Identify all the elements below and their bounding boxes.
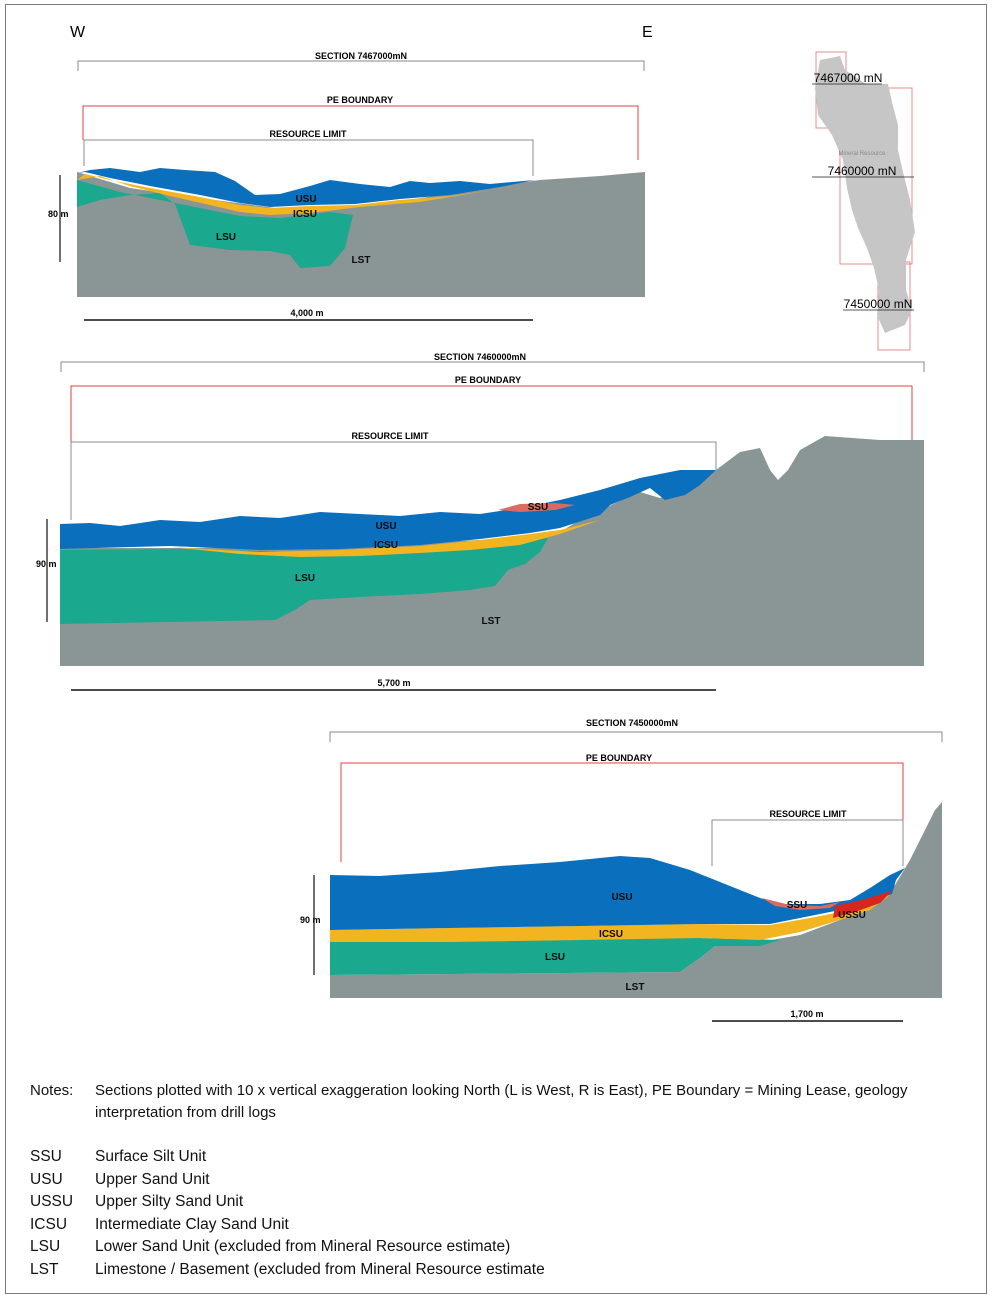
section-1-extent-bracket (78, 61, 644, 71)
legend-item-lsu (30, 1236, 545, 1259)
section-2-icsu-label: ICSU (374, 540, 398, 551)
section-2 (36, 352, 924, 690)
legend-code: USSU (30, 1193, 74, 1210)
section-2-lsu-label: LSU (295, 573, 315, 584)
legend-code: LSU (30, 1238, 61, 1255)
section-3-lsu-label: LSU (545, 952, 565, 963)
section-3-usu-label: USU (611, 892, 633, 903)
map-area-label: Mineral Resource (838, 151, 886, 157)
notes-text: Sections plotted with 10 x vertical exaggeration looking North (L is West, R is East), PE Boundary = Mining Lease, geology interpretation from drill logs (95, 1082, 908, 1121)
section-3-ussu-label: USSU (838, 910, 866, 921)
legend-description: Upper Silty Sand Unit (95, 1193, 244, 1210)
legend-description: Intermediate Clay Sand Unit (95, 1215, 289, 1233)
section-2-usu-label: USU (375, 521, 397, 532)
section-3-extent-bracket (330, 732, 942, 742)
section-1-horizontal-scale-label: 4,000 m (290, 308, 324, 318)
section-3-resource-limit-label: RESOURCE LIMIT (769, 809, 847, 819)
legend-item-usu (30, 1169, 545, 1192)
section-2-extent-bracket (61, 362, 924, 372)
section-3-vertical-scale-label: 90 m (300, 915, 321, 925)
section-3-pe-boundary-label: PE BOUNDARY (585, 753, 653, 763)
section-2-horizontal-scale-label: 5,700 m (377, 678, 411, 688)
legend (30, 1146, 545, 1281)
section-3-icsu-label: ICSU (599, 929, 623, 940)
section-2-title: SECTION 7460000mN (433, 352, 527, 362)
section-3-horizontal-scale-label: 1,700 m (790, 1009, 824, 1019)
map-northing-label-1: 7467000 mN (813, 71, 883, 85)
location-map (812, 52, 915, 350)
section-3-ssu-label: SSU (786, 900, 808, 911)
map-northing-label-3: 7450000 mN (843, 297, 913, 311)
section-1-pe-boundary-line (83, 106, 638, 160)
legend-description: Upper Sand Unit (95, 1170, 210, 1188)
section-1-lsu-label: LSU (216, 232, 236, 243)
legend-description: Surface Silt Unit (95, 1148, 207, 1165)
section-2-vertical-scale-label: 90 m (36, 559, 57, 569)
legend-item-icsu (30, 1214, 545, 1237)
section-2-pe-boundary-line (71, 386, 912, 442)
section-1-lst-label: LST (351, 255, 371, 266)
section-3 (300, 718, 942, 1021)
section-1 (48, 51, 645, 320)
section-3-lst-label: LST (625, 982, 645, 993)
section-2-resource-limit-label: RESOURCE LIMIT (351, 431, 429, 441)
map-resource-area (815, 56, 915, 333)
section-1-resource-limit-label: RESOURCE LIMIT (269, 129, 347, 139)
legend-code: LST (30, 1260, 59, 1278)
section-3-title: SECTION 7450000mN (585, 718, 679, 728)
east-label: E (642, 24, 653, 41)
legend-code: USU (30, 1170, 63, 1188)
notes-block (30, 1080, 960, 1124)
section-1-vertical-scale-label: 80 m (48, 209, 69, 219)
section-3-resource-limit-line (712, 820, 903, 866)
section-2-lst-label: LST (481, 616, 501, 627)
section-1-pe-boundary-label: PE BOUNDARY (326, 95, 394, 105)
legend-item-ussu (30, 1191, 545, 1214)
map-northing-label-2: 7460000 mN (827, 164, 897, 178)
legend-description: Limestone / Basement (excluded from Mineral Resource estimate (95, 1260, 545, 1278)
legend-item-ssu (30, 1146, 545, 1169)
west-label: W (70, 24, 86, 41)
section-2-ssu-label: SSU (527, 502, 549, 513)
legend-description: Lower Sand Unit (excluded from Mineral Resource estimate) (95, 1238, 511, 1255)
section-1-title: SECTION 7467000mN (314, 51, 408, 61)
notes-label: Notes: (30, 1082, 74, 1099)
legend-code: ICSU (30, 1215, 68, 1233)
legend-item-lst (30, 1259, 545, 1282)
section-1-icsu-label: ICSU (293, 209, 317, 220)
section-2-pe-boundary-label: PE BOUNDARY (454, 375, 522, 385)
section-1-usu-label: USU (295, 194, 317, 205)
legend-code: SSU (30, 1148, 62, 1165)
